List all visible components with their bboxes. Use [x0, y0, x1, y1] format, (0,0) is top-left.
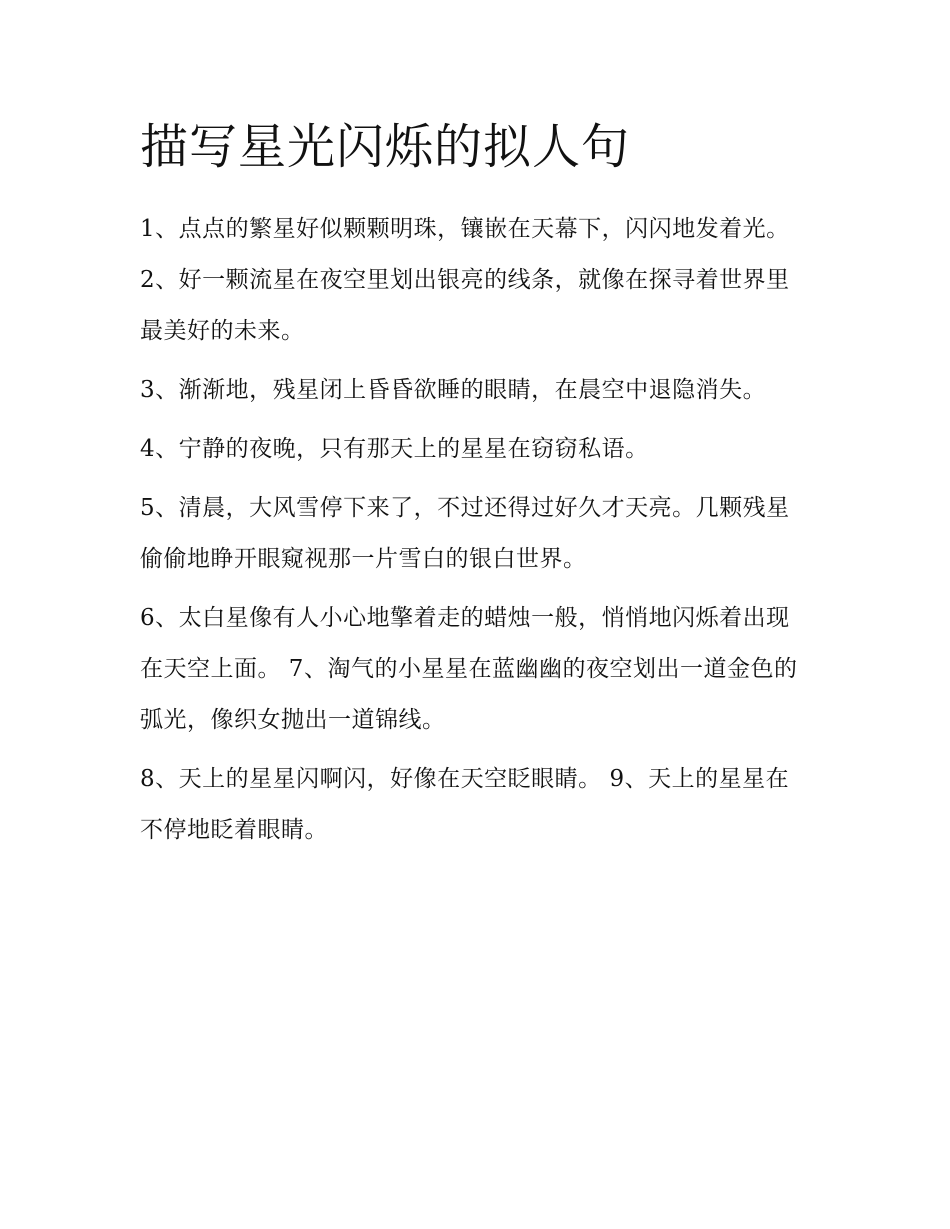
document-page	[140, 116, 810, 864]
paragraph: 1、点点的繁星好似颗颗明珠，镶嵌在天幕下，闪闪地发着光。 2、好一颗流星在夜空里划出银亮的线条，就像在探寻着世界里最美好的未来。	[140, 216, 790, 344]
paragraph: 4、宁静的夜晚，只有那天上的星星在窃窃私语。	[140, 436, 649, 462]
document-body	[140, 204, 810, 856]
paragraph: 8、天上的星星闪啊闪，好像在天空眨眼睛。 9、天上的星星在不停地眨着眼睛。	[140, 766, 790, 843]
paragraph: 3、渐渐地，残星闭上昏昏欲睡的眼睛，在晨空中退隐消失。	[140, 377, 767, 403]
paragraph: 5、清晨，大风雪停下来了，不过还得过好久才天亮。几颗残星偷偷地睁开眼窥视那一片雪白的银白世界。	[140, 495, 790, 572]
paragraph: 6、太白星像有人小心地擎着走的蜡烛一般，悄悄地闪烁着出现在天空上面。 7、淘气的小星星在蓝幽幽的夜空划出一道金色的弧光，像织女抛出一道锦线。	[140, 605, 798, 733]
document-title: 描写星光闪烁的拟人句	[140, 119, 631, 175]
